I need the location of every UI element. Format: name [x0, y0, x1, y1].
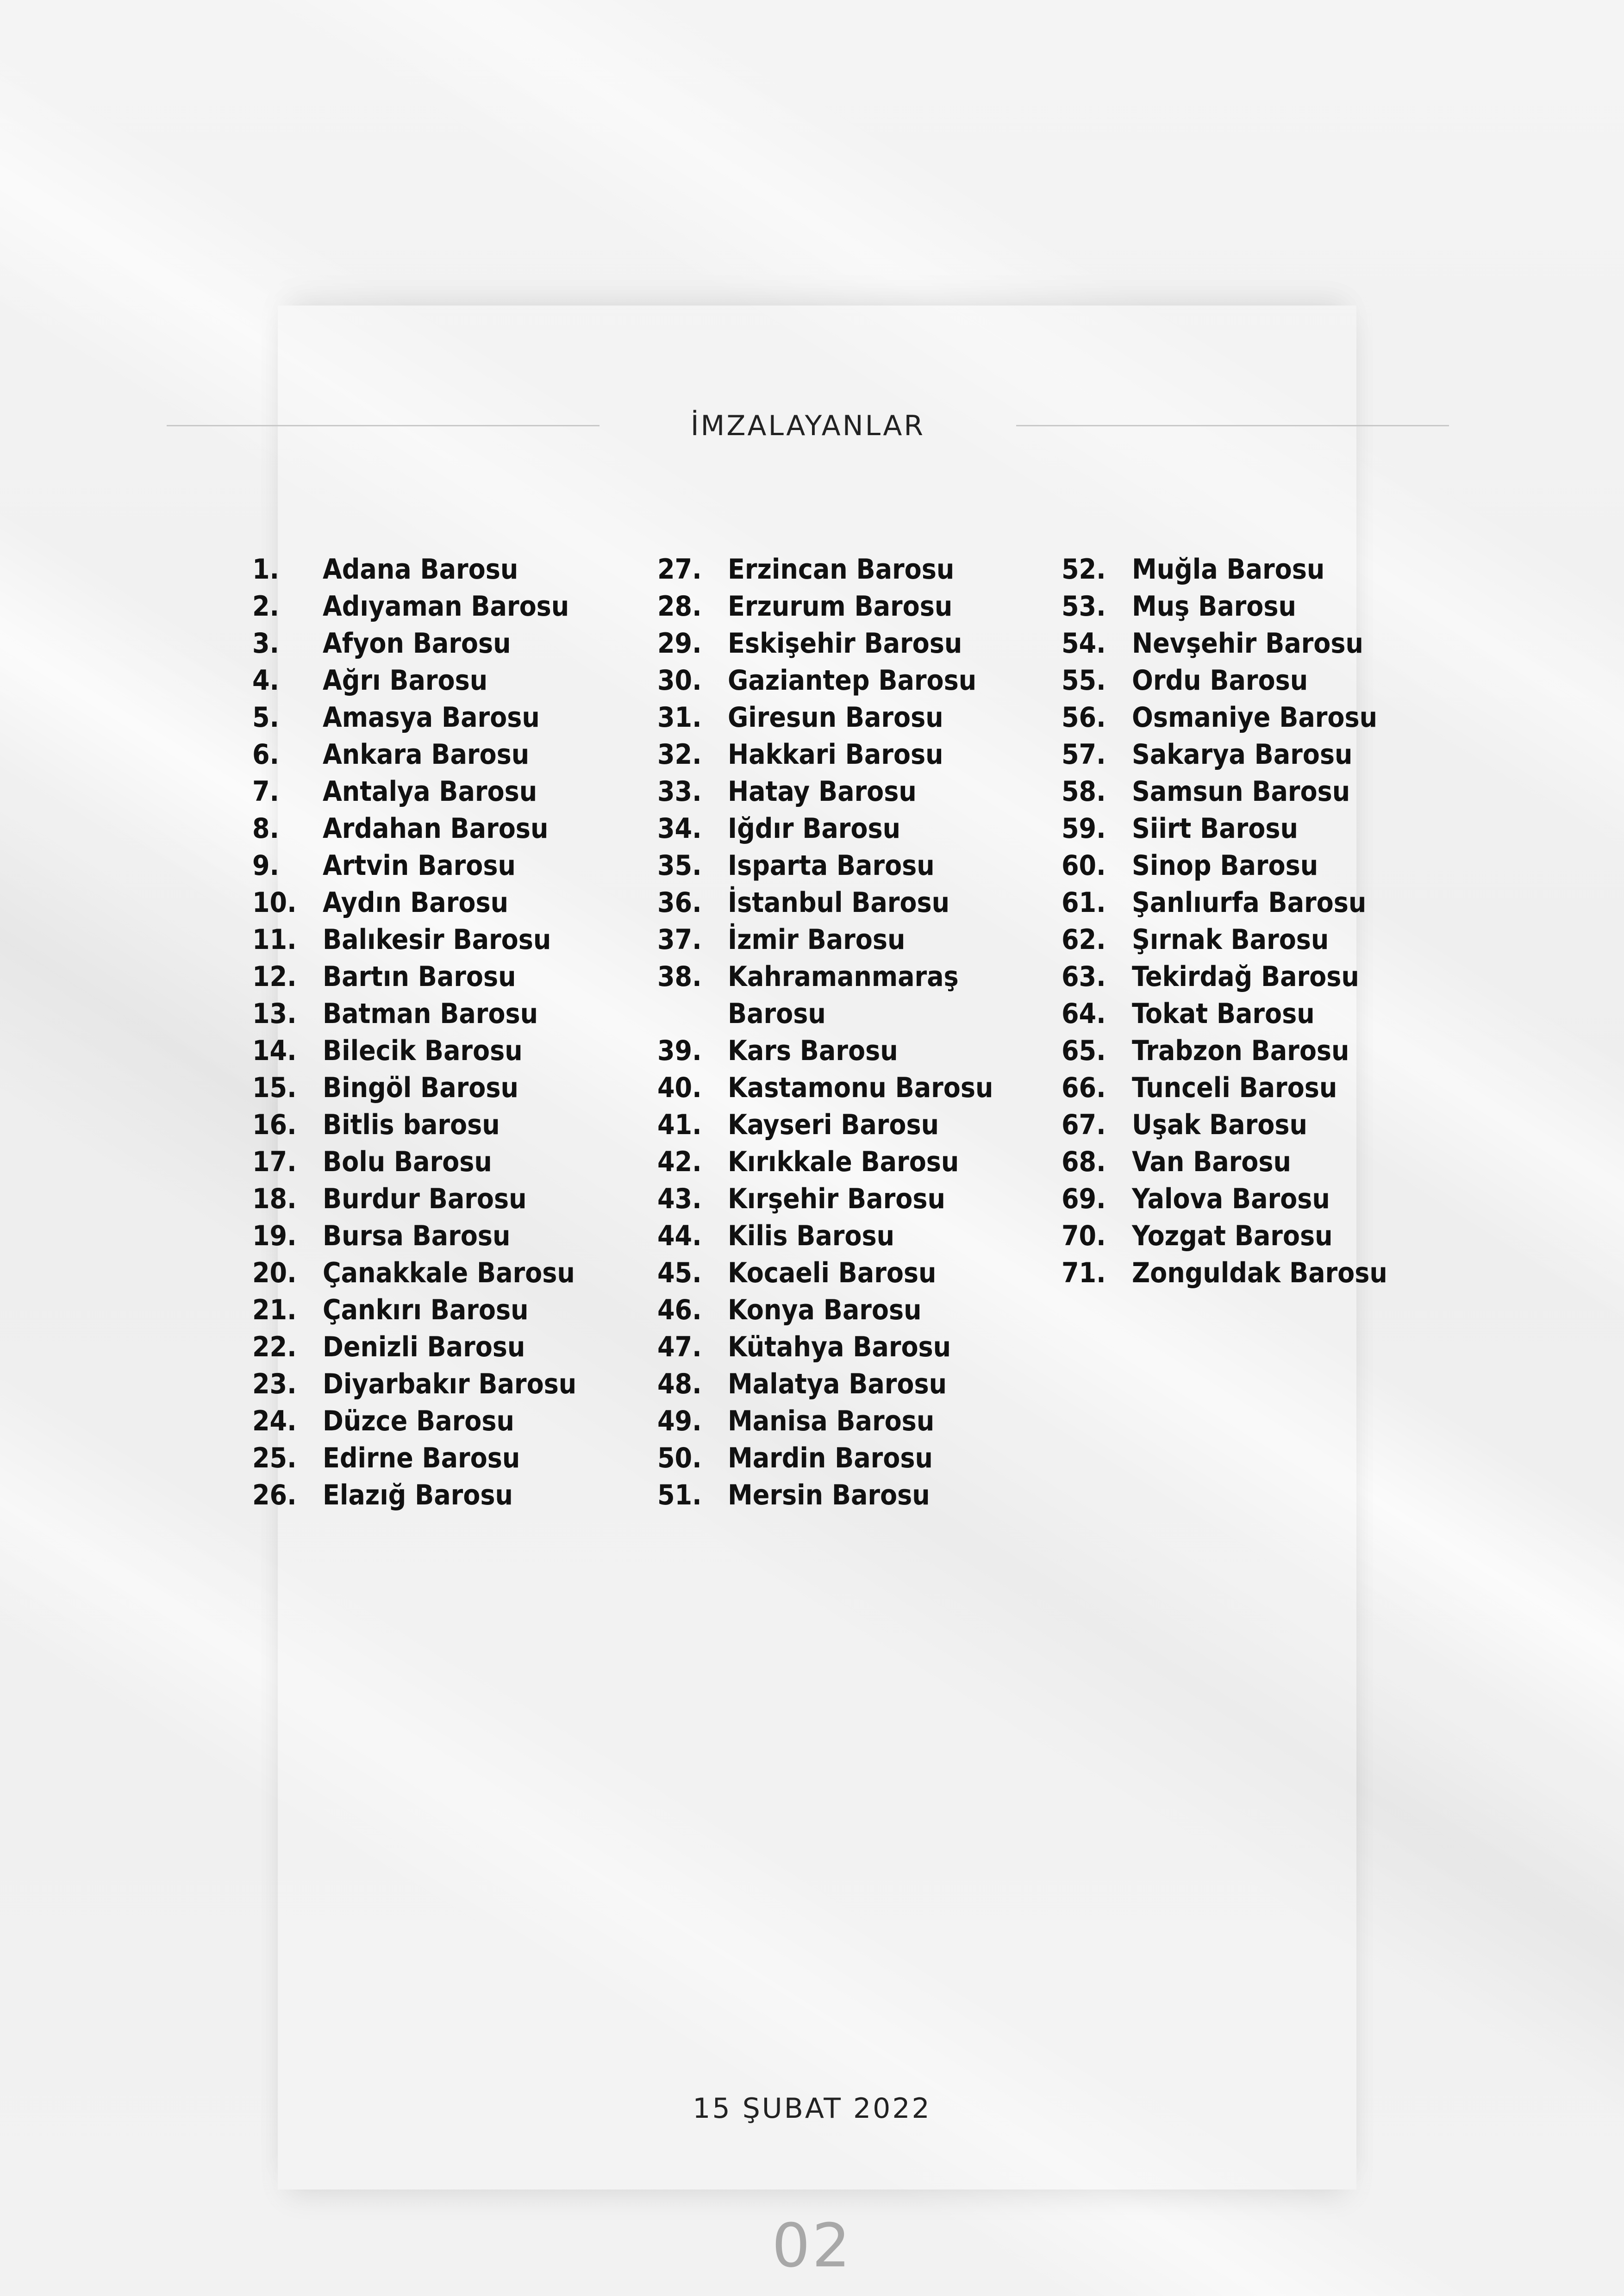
signatory-number: 31.	[657, 701, 702, 734]
signatory-item	[657, 1106, 993, 1143]
signatory-item	[657, 625, 993, 662]
signatory-number: 18.	[252, 1183, 297, 1215]
signatory-number: 19.	[252, 1220, 297, 1252]
document-date: 15 ŞUBAT 2022	[693, 2092, 931, 2125]
signatory-name: Sinop Barosu	[1132, 849, 1318, 882]
signatory-item	[1062, 847, 1387, 884]
signatory-item	[1062, 958, 1387, 995]
signatory-name: Bingöl Barosu	[323, 1072, 518, 1104]
signatory-number: 59.	[1062, 812, 1106, 845]
signatory-number: 43.	[657, 1183, 702, 1215]
signatory-number: 67.	[1062, 1109, 1106, 1141]
signatory-item	[657, 736, 993, 773]
signatory-item	[657, 1254, 993, 1292]
signatory-item	[657, 921, 993, 958]
signatory-name: Yalova Barosu	[1132, 1183, 1330, 1215]
signatory-name: Bartın Barosu	[323, 961, 516, 993]
signatory-number: 38.	[657, 961, 702, 993]
signatory-number: 49.	[657, 1405, 702, 1437]
signatory-name: Tokat Barosu	[1132, 998, 1315, 1030]
signatory-name: Zonguldak Barosu	[1132, 1257, 1387, 1289]
signatory-item	[657, 1032, 993, 1069]
signatory-item	[252, 1106, 576, 1143]
signatory-number: 44.	[657, 1220, 702, 1252]
signatory-number: 62.	[1062, 923, 1106, 956]
signatory-name: Kilis Barosu	[728, 1220, 895, 1252]
signatory-name: Ordu Barosu	[1132, 664, 1308, 697]
signatory-number: 2.	[252, 590, 280, 623]
signatory-number: 34.	[657, 812, 702, 845]
signatory-name: Bursa Barosu	[323, 1220, 511, 1252]
signatory-name: Aydın Barosu	[323, 886, 509, 919]
signatory-name: Afyon Barosu	[323, 627, 511, 660]
signatory-item	[252, 736, 576, 773]
signatory-name: Kastamonu Barosu	[728, 1072, 993, 1104]
signatory-number: 58.	[1062, 775, 1106, 808]
signatory-item	[1062, 1143, 1387, 1180]
signatory-item	[1062, 773, 1387, 810]
signatory-item	[252, 1440, 576, 1477]
signatory-name: Samsun Barosu	[1132, 775, 1350, 808]
signatory-item	[657, 1329, 993, 1366]
signatory-item	[657, 1440, 993, 1477]
signatory-item	[252, 773, 576, 810]
signatory-item	[657, 588, 993, 625]
signatory-name: Osmaniye Barosu	[1132, 701, 1378, 734]
signatory-item	[657, 1477, 993, 1514]
signatory-number: 8.	[252, 812, 280, 845]
signatory-name: Erzurum Barosu	[728, 590, 953, 623]
signatory-number: 66.	[1062, 1072, 1106, 1104]
signatory-item	[657, 810, 993, 847]
signatory-item	[1062, 1069, 1387, 1106]
signatory-name: Mardin Barosu	[728, 1442, 933, 1474]
signatory-number: 52.	[1062, 553, 1106, 586]
section-title: İMZALAYANLAR	[690, 410, 925, 442]
signatory-item	[252, 1403, 576, 1440]
signatory-number: 28.	[657, 590, 702, 623]
signatory-item	[657, 1069, 993, 1106]
signatory-number: 30.	[657, 664, 702, 697]
signatory-item	[1062, 995, 1387, 1032]
signatory-item	[657, 1366, 993, 1403]
signatory-name: Uşak Barosu	[1132, 1109, 1307, 1141]
signatory-name: Konya Barosu	[728, 1294, 922, 1326]
signatory-number: 35.	[657, 849, 702, 882]
signatory-item	[1062, 1106, 1387, 1143]
signatory-name: Isparta Barosu	[728, 849, 935, 882]
signatory-name: Çankırı Barosu	[323, 1294, 529, 1326]
signatory-item	[252, 921, 576, 958]
signatory-number: 55.	[1062, 664, 1106, 697]
signatory-name: Muğla Barosu	[1132, 553, 1325, 586]
signatory-item	[252, 1329, 576, 1366]
section-header	[167, 407, 1449, 444]
signatory-name: Batman Barosu	[323, 998, 538, 1030]
signatory-name: Iğdır Barosu	[728, 812, 901, 845]
signatory-number: 39.	[657, 1035, 702, 1067]
signatory-number: 46.	[657, 1294, 702, 1326]
signatory-name: Bilecik Barosu	[323, 1035, 523, 1067]
signatory-item	[252, 884, 576, 921]
signatory-item	[252, 1254, 576, 1292]
signatory-number: 12.	[252, 961, 297, 993]
signatory-item	[252, 995, 576, 1032]
signatory-number: 61.	[1062, 886, 1106, 919]
signatory-number: 25.	[252, 1442, 297, 1474]
signatory-number: 53.	[1062, 590, 1106, 623]
signatory-number: 3.	[252, 627, 280, 660]
signatory-number: 42.	[657, 1146, 702, 1178]
signatory-item	[1062, 1254, 1387, 1292]
signatory-name: Gaziantep Barosu	[728, 664, 977, 697]
signatory-item	[1062, 810, 1387, 847]
signatory-name: Balıkesir Barosu	[323, 923, 551, 956]
signatory-item	[657, 847, 993, 884]
signatory-name: Antalya Barosu	[323, 775, 537, 808]
signatory-item	[252, 1477, 576, 1514]
signatory-name: Şırnak Barosu	[1132, 923, 1329, 956]
signatory-item	[1062, 736, 1387, 773]
signatory-item	[252, 1292, 576, 1329]
signatory-number: 17.	[252, 1146, 297, 1178]
signatory-name: Sakarya Barosu	[1132, 738, 1353, 771]
signatory-number: 7.	[252, 775, 280, 808]
signatory-name: Kocaeli Barosu	[728, 1257, 937, 1289]
signatory-name: Muş Barosu	[1132, 590, 1296, 623]
signatory-number: 54.	[1062, 627, 1106, 660]
signatory-name: Adana Barosu	[323, 553, 518, 586]
signatory-number: 5.	[252, 701, 280, 734]
signatory-item	[1062, 662, 1387, 699]
signatory-number: 15.	[252, 1072, 297, 1104]
signatory-item	[657, 1180, 993, 1217]
signatory-name: Siirt Barosu	[1132, 812, 1298, 845]
signatory-item	[657, 699, 993, 736]
signatory-number: 23.	[252, 1368, 297, 1400]
signatory-name: Denizli Barosu	[323, 1331, 525, 1363]
signatory-item	[657, 884, 993, 921]
signatory-name: Kütahya Barosu	[728, 1331, 951, 1363]
signatory-name: Ankara Barosu	[323, 738, 530, 771]
signatory-column-3	[1062, 551, 1387, 1292]
signatory-item	[657, 662, 993, 699]
signatory-name: Bitlis barosu	[323, 1109, 500, 1141]
signatory-name: Diyarbakır Barosu	[323, 1368, 577, 1400]
signatory-number: 37.	[657, 923, 702, 956]
signatory-number: 41.	[657, 1109, 702, 1141]
signatory-name: Erzincan Barosu	[728, 553, 955, 586]
signatory-name: Çanakkale Barosu	[323, 1257, 575, 1289]
signatory-name: Edirne Barosu	[323, 1442, 520, 1474]
signatory-name: Trabzon Barosu	[1132, 1035, 1349, 1067]
signatory-number: 68.	[1062, 1146, 1106, 1178]
signatory-name: Manisa Barosu	[728, 1405, 935, 1437]
signatory-number: 63.	[1062, 961, 1106, 993]
signatory-number: 40.	[657, 1072, 702, 1104]
signatory-number: 60.	[1062, 849, 1106, 882]
signatory-item	[657, 1403, 993, 1440]
signatory-number: 32.	[657, 738, 702, 771]
signatory-number: 24.	[252, 1405, 297, 1437]
signatory-number: 10.	[252, 886, 297, 919]
signatory-name: Nevşehir Barosu	[1132, 627, 1363, 660]
signatory-item	[657, 551, 993, 588]
signatory-number: 71.	[1062, 1257, 1106, 1289]
signatory-name: Kayseri Barosu	[728, 1109, 939, 1141]
signatory-item	[1062, 1180, 1387, 1217]
signatory-item	[252, 699, 576, 736]
signatory-item	[252, 1032, 576, 1069]
signatory-name: Şanlıurfa Barosu	[1132, 886, 1367, 919]
signatory-number: 36.	[657, 886, 702, 919]
signatory-number: 13.	[252, 998, 297, 1030]
signatory-number: 1.	[252, 553, 280, 586]
signatory-item	[252, 1143, 576, 1180]
signatory-item	[252, 662, 576, 699]
signatory-item	[252, 1069, 576, 1106]
signatory-item	[252, 588, 576, 625]
signatory-number: 65.	[1062, 1035, 1106, 1067]
signatory-item	[1062, 699, 1387, 736]
signatory-item	[657, 958, 993, 1032]
signatory-number: 69.	[1062, 1183, 1106, 1215]
signatory-name: Kırıkkale Barosu	[728, 1146, 959, 1178]
signatory-item	[1062, 884, 1387, 921]
signatory-item	[657, 1217, 993, 1254]
page-number: 02	[772, 2210, 852, 2281]
signatory-name: Malatya Barosu	[728, 1368, 947, 1400]
signatory-number: 50.	[657, 1442, 702, 1474]
signatory-number: 57.	[1062, 738, 1106, 771]
signatory-number: 14.	[252, 1035, 297, 1067]
signatory-number: 64.	[1062, 998, 1106, 1030]
signatory-name: İzmir Barosu	[728, 923, 906, 956]
signatory-item	[1062, 625, 1387, 662]
signatory-number: 45.	[657, 1257, 702, 1289]
signatory-number: 21.	[252, 1294, 297, 1326]
signatory-name: Kahramanmaraş Barosu	[728, 961, 959, 1030]
signatory-item	[252, 1180, 576, 1217]
signatory-number: 16.	[252, 1109, 297, 1141]
signatory-number: 47.	[657, 1331, 702, 1363]
signatory-name: İstanbul Barosu	[728, 886, 950, 919]
signatory-item	[1062, 921, 1387, 958]
signatory-number: 33.	[657, 775, 702, 808]
signatory-number: 11.	[252, 923, 297, 956]
signatory-name: Bolu Barosu	[323, 1146, 492, 1178]
signatory-item	[252, 1217, 576, 1254]
signatory-name: Tekirdağ Barosu	[1132, 961, 1359, 993]
header-divider-right	[1016, 425, 1449, 426]
signatory-number: 51.	[657, 1479, 702, 1511]
signatory-column-2	[657, 551, 993, 1514]
signatory-name: Elazığ Barosu	[323, 1479, 513, 1511]
signatory-column-1	[252, 551, 576, 1514]
signatory-number: 6.	[252, 738, 280, 771]
signatory-number: 26.	[252, 1479, 297, 1511]
signatory-number: 70.	[1062, 1220, 1106, 1252]
header-divider-left	[167, 425, 600, 426]
signatory-item	[252, 847, 576, 884]
signatory-item	[1062, 1217, 1387, 1254]
signatory-name: Eskişehir Barosu	[728, 627, 962, 660]
signatory-name: Düzce Barosu	[323, 1405, 514, 1437]
signatory-name: Mersin Barosu	[728, 1479, 930, 1511]
signatory-name: Tunceli Barosu	[1132, 1072, 1337, 1104]
signatory-number: 27.	[657, 553, 702, 586]
signatory-number: 48.	[657, 1368, 702, 1400]
signatory-number: 22.	[252, 1331, 297, 1363]
signatory-item	[252, 958, 576, 995]
signatory-item	[657, 1143, 993, 1180]
signatory-item	[252, 810, 576, 847]
signatory-name: Ağrı Barosu	[323, 664, 488, 697]
signatory-name: Hatay Barosu	[728, 775, 917, 808]
signatory-number: 20.	[252, 1257, 297, 1289]
signatory-item	[657, 773, 993, 810]
signatory-name: Van Barosu	[1132, 1146, 1291, 1178]
signatory-number: 29.	[657, 627, 702, 660]
signatory-name: Ardahan Barosu	[323, 812, 549, 845]
signatory-number: 9.	[252, 849, 280, 882]
signatory-item	[252, 551, 576, 588]
signatory-item	[252, 625, 576, 662]
signatory-name: Amasya Barosu	[323, 701, 540, 734]
signatory-number: 4.	[252, 664, 280, 697]
signatory-name: Burdur Barosu	[323, 1183, 527, 1215]
signatory-item	[252, 1366, 576, 1403]
signatory-name: Adıyaman Barosu	[323, 590, 569, 623]
signatory-item	[1062, 551, 1387, 588]
signatory-name: Hakkari Barosu	[728, 738, 943, 771]
signatory-name: Artvin Barosu	[323, 849, 516, 882]
signatory-name: Yozgat Barosu	[1132, 1220, 1333, 1252]
signatory-item	[657, 1292, 993, 1329]
signatory-name: Kırşehir Barosu	[728, 1183, 945, 1215]
signatory-name: Giresun Barosu	[728, 701, 943, 734]
signatory-item	[1062, 588, 1387, 625]
signatory-item	[1062, 1032, 1387, 1069]
signatory-number: 56.	[1062, 701, 1106, 734]
signatory-name: Kars Barosu	[728, 1035, 898, 1067]
